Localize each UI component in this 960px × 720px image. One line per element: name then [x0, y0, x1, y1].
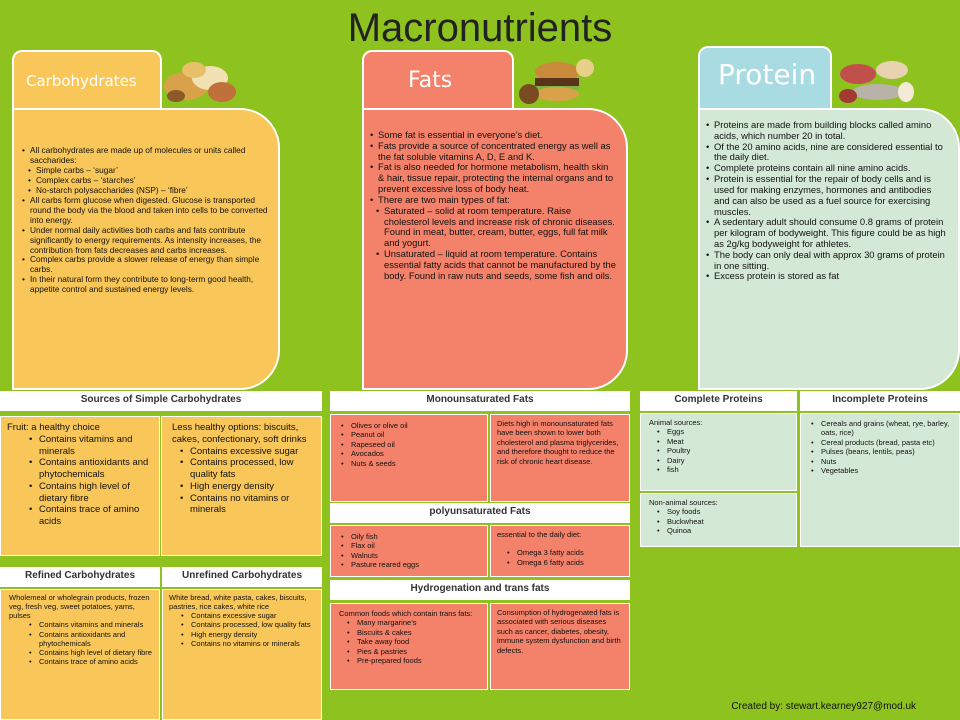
list-item: • Contains antioxidants and phytochemicals [39, 630, 155, 648]
list-item: • Contains trace of amino acids [39, 504, 155, 528]
simple-carbs-header: Sources of Simple Carbohydrates [0, 391, 322, 411]
mono-fats-text: Diets high in monounsaturated fats have been shown to lower both cholesterol and plasma triglycerides, and therefore thought to reduce the risk of chronic heart disease. [497, 419, 619, 466]
list-item: • Complex carbs – ‘starches’ [28, 176, 268, 186]
list-item: • A sedentary adult should consume 0.8 grams of protein per kilogram of bodyweight. This figure could be as high as 2g/kg bodyweight for athletes. [706, 217, 948, 249]
list-item: • Of the 20 amino acids, nine are considered essential to the daily diet. [706, 142, 948, 164]
unhealthy-options-list [172, 446, 317, 517]
refined-carbs-list [9, 620, 155, 666]
list-item: • Peanut oil [351, 430, 483, 439]
list-item: • Pasture reared eggs [351, 560, 483, 569]
omega-fatty-acids-list [497, 548, 623, 567]
unhealthy-options-title: Less healthy options: biscuits, cakes, confectionary, soft drinks [172, 422, 307, 445]
protein-card [698, 108, 960, 390]
mono-fats-header: Monounsaturated Fats [330, 391, 630, 411]
non-animal-sources-title: Non-animal sources: [649, 498, 718, 507]
protein-tab-label: Protein [718, 58, 817, 91]
list-item: • Walnuts [351, 551, 483, 560]
simple-carbs-healthy-box [0, 416, 160, 556]
list-item: • Pulses (beans, lentils, peas) [821, 447, 953, 456]
protein-foods-image [836, 54, 920, 110]
list-item: • Proteins are made from building blocks called amino acids, which number 20 in total. [706, 120, 948, 142]
tab-protein [698, 46, 832, 110]
unrefined-carbs-list [169, 611, 317, 648]
poly-fats-info-box [490, 525, 630, 577]
trans-fats-foods-box [330, 603, 488, 690]
list-item: • There are two main types of fat: [370, 195, 616, 206]
list-item: • Contains high level of dietary fibre [39, 481, 155, 505]
healthy-options-list [7, 434, 155, 528]
list-item: • Flax oil [351, 541, 483, 550]
list-item: • Buckwheat [667, 517, 792, 526]
list-item: • Under normal daily activities both carbs and fats contribute significantly to energy requirements. As intensity increases, the contribution from fats decreases and carbs increases. [22, 226, 268, 256]
list-item: • Omega 3 fatty acids [517, 548, 623, 557]
creator-credit: Created by: stewart.kearney927@mod.uk [731, 701, 916, 712]
list-item: • Vegetables [821, 466, 953, 475]
fat-foods-image [517, 54, 597, 110]
carbohydrate-foods-image [164, 56, 238, 108]
non-animal-sources-box [640, 493, 797, 547]
list-item: • Cereal products (bread, pasta etc) [821, 438, 953, 447]
trans-fats-header: Hydrogenation and trans fats [330, 580, 630, 600]
refined-carbs-box [0, 589, 160, 720]
carbohydrates-card [12, 108, 280, 390]
list-item: • Some fat is essential in everyone’s diet. [370, 130, 616, 141]
list-item: • fish [667, 465, 792, 474]
list-item: • Quinoa [667, 526, 792, 535]
list-item: • Avocados [351, 449, 483, 458]
list-item: • Pies & pastries [357, 647, 483, 656]
animal-sources-list [649, 427, 792, 474]
list-item: • Contains high level of dietary fibre [39, 648, 155, 657]
list-item: • Cereals and grains (wheat, rye, barley, oats, rice) [821, 419, 953, 438]
fats-list [370, 130, 616, 281]
list-item: • Soy foods [667, 507, 792, 516]
list-item: • Contains no vitamins or minerals [191, 639, 317, 648]
list-item: • Fats provide a source of concentrated energy as well as the fat soluble vitamins A, D, E and K. [370, 141, 616, 163]
list-item: • Contains no vitamins or minerals [190, 493, 317, 517]
list-item: • No-starch polysaccharides (NSP) – ‘fibre’ [28, 186, 268, 196]
list-item: • Omega 6 fatty acids [517, 558, 623, 567]
trans-fats-text: Consumption of hydrogenated fats is associated with serious diseases such as cancer, diabetes, obesity, immune system dysfunction and birth defects. [497, 608, 621, 655]
poly-fats-text: essential to the daily diet: [497, 530, 582, 539]
trans-fats-title: Common foods which contain trans fats: [339, 609, 473, 618]
list-item: • Oily fish [351, 532, 483, 541]
list-item: • High energy density [191, 630, 317, 639]
list-item: • Contains trace of amino acids [39, 657, 155, 666]
list-item: • Contains excessive sugar [191, 611, 317, 620]
list-item: • Biscuits & cakes [357, 628, 483, 637]
poly-fats-sources-box [330, 525, 488, 577]
carbohydrates-tab-label: Carbohydrates [26, 72, 137, 90]
mono-fats-info-box [490, 414, 630, 502]
list-item: • In their natural form they contribute to long-term good health, appetite control and sustained energy levels. [22, 275, 268, 295]
fats-tab-label: Fats [408, 68, 453, 93]
list-item: • Meat [667, 437, 792, 446]
list-item: • Contains processed, low quality fats [191, 620, 317, 629]
list-item: • Contains antioxidants and phytochemicals [39, 457, 155, 481]
list-item: • Contains processed, low quality fats [190, 457, 317, 481]
unrefined-carbs-title: White bread, white pasta, cakes, biscuits, pastries, rice cakes, white rice [169, 593, 307, 612]
list-item: • Protein is essential for the repair of body cells and is used for making enzymes, hormones and antibodies and can also be used as a fuel source for exercising muscles. [706, 174, 948, 217]
simple-carbs-unhealthy-box [161, 416, 322, 556]
incomplete-proteins-list [821, 419, 953, 475]
incomplete-proteins-box [800, 413, 960, 547]
unrefined-carbs-box [162, 589, 322, 720]
trans-fats-info-box [490, 603, 630, 690]
list-item: • All carbohydrates are made up of molecules or units called saccharides: [22, 146, 268, 166]
carbohydrates-list [22, 146, 268, 295]
mono-fats-sources-box [330, 414, 488, 502]
list-item: • Complex carbs provide a slower release of energy than simple carbs. [22, 255, 268, 275]
non-animal-sources-list [649, 507, 792, 535]
list-item: • Complete proteins contain all nine amino acids. [706, 163, 948, 174]
list-item: • Poultry [667, 446, 792, 455]
list-item: • Rapeseed oil [351, 440, 483, 449]
list-item: • The body can only deal with approx 30 grams of protein in one sitting. [706, 250, 948, 272]
unrefined-carbs-header: Unrefined Carbohydrates [162, 567, 322, 587]
tab-carbohydrates [12, 50, 162, 112]
list-item: • Contains vitamins and minerals [39, 434, 155, 458]
list-item: • Olives or olive oil [351, 421, 483, 430]
animal-sources-title: Animal sources: [649, 418, 703, 427]
list-item: • Saturated – solid at room temperature. Raise cholesterol levels and increase risk of chronic diseases. Found in meat, butter, cream, butter, eggs, full fat milk and yogurt. [376, 206, 616, 249]
protein-list [706, 120, 948, 282]
animal-sources-box [640, 413, 797, 491]
list-item: • Nuts [821, 457, 953, 466]
list-item: • Simple carbs – ‘sugar’ [28, 166, 268, 176]
list-item: • Excess protein is stored as fat [706, 271, 948, 282]
list-item: • Nuts & seeds [351, 459, 483, 468]
complete-proteins-header: Complete Proteins [640, 391, 797, 411]
list-item: • All carbs form glucose when digested. Glucose is transported round the body via the blood and taken into cells to be converted into energy. [22, 196, 268, 226]
poly-fats-header: polyunsaturated Fats [330, 503, 630, 523]
refined-carbs-header: Refined Carbohydrates [0, 567, 160, 587]
list-item: • Many margarine’s [357, 618, 483, 627]
refined-carbs-title: Wholemeal or wholegrain products, frozen veg, fresh veg, sweet potatoes, yams, pulses [9, 593, 150, 621]
list-item: • Unsaturated – liquid at room temperature. Contains essential fatty acids that cannot be manufactured by the body. Found in raw nuts and seeds, some fish and oils. [376, 249, 616, 281]
trans-fats-list [339, 618, 483, 665]
list-item: • Pre-prepared foods [357, 656, 483, 665]
list-item: • Contains excessive sugar [190, 446, 317, 458]
mono-fats-list [351, 421, 483, 468]
incomplete-proteins-header: Incomplete Proteins [800, 391, 960, 411]
list-item: • Fat is also needed for hormone metabolism, health skin & hair, tissue repair, protecting the internal organs and to prevent excessive loss of body heat. [370, 162, 616, 194]
list-item: • Contains vitamins and minerals [39, 620, 155, 629]
fats-card [362, 108, 628, 390]
list-item: • Dairy [667, 456, 792, 465]
list-item: • Take away food [357, 637, 483, 646]
healthy-options-title: Fruit: a healthy choice [7, 422, 100, 433]
list-item: • High energy density [190, 481, 317, 493]
page-title: Macronutrients [347, 6, 613, 50]
poly-fats-list [351, 532, 483, 570]
tab-fats [362, 50, 514, 112]
list-item: • Eggs [667, 427, 792, 436]
